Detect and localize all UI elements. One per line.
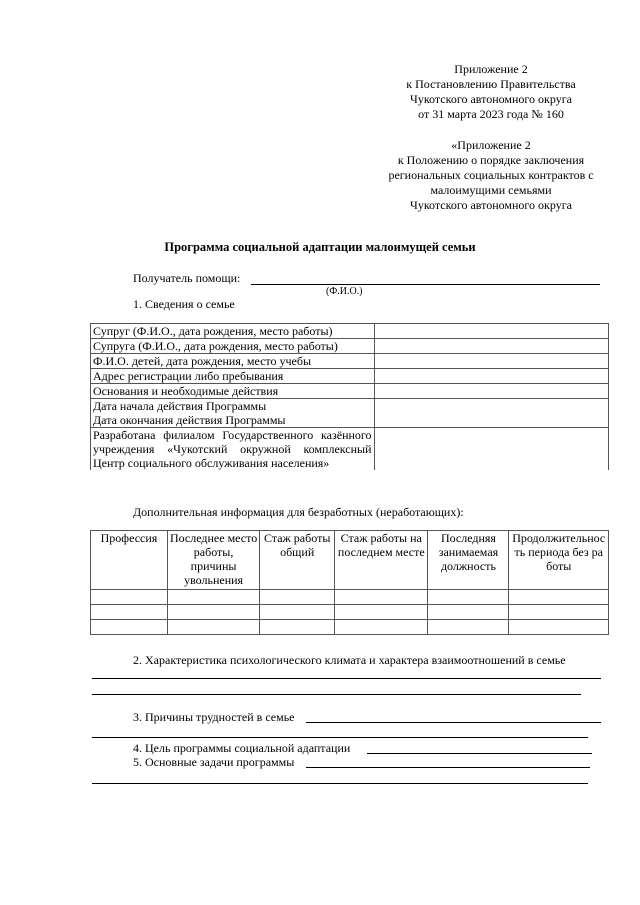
appendix-sub-line: малоимущими семьями [430,183,552,197]
family-row-value[interactable] [374,369,608,384]
column-header: Последнее место работы, причины увольнения [167,531,259,590]
family-row-label: Дата начала действия Программы [93,399,267,413]
appendix-sub-line: к Положению о порядке заключения [397,153,585,167]
recipient-input-line[interactable] [251,284,600,285]
table-header-row [91,531,609,590]
family-row-value[interactable] [374,339,608,354]
unemployed-caption: Дополнительная информация для безработных (неработающих): [133,505,464,519]
section-1-heading: 1. Сведения о семье [133,297,235,311]
table-row [91,605,609,620]
section-4-heading: 4. Цель программы социальной адаптации [133,741,351,755]
page-title: Программа социальной адаптации малоимущей семьи [164,240,476,254]
column-header: Стаж работы на последнем месте [335,531,428,590]
table-cell[interactable] [509,590,609,605]
appendix-sub-line: региональных социальных контрактов с [388,168,594,182]
section-2-line[interactable] [92,678,601,679]
family-row-label: Основания и необходимые действия [91,384,375,399]
appendix-header-line: Чукотского автономного округа [410,92,572,106]
family-info-table [90,323,609,470]
employment-table [90,530,609,635]
table-cell[interactable] [91,605,168,620]
table-cell[interactable] [428,605,509,620]
family-row-value[interactable] [374,324,608,339]
section-3-line[interactable] [92,737,588,738]
table-cell[interactable] [509,620,609,635]
table-cell[interactable] [260,605,335,620]
family-row-label: Разработана филиалом Государственного казённого учреждения «Чукотский окружной комплексный Центр социального обслуживания населения» [91,428,375,471]
family-row-value[interactable] [374,428,608,471]
table-row [91,590,609,605]
table-cell[interactable] [335,605,428,620]
table-row [91,324,609,339]
recipient-hint: (Ф.И.О.) [326,286,363,297]
table-row [91,339,609,354]
column-header: Последняя занимаемая должность [428,531,509,590]
appendix-sub-header [360,138,622,213]
family-row-label: Ф.И.О. детей, дата рождения, место учебы [91,354,375,369]
appendix-header [360,62,622,122]
section-5-line[interactable] [306,767,590,768]
section-4-line[interactable] [367,753,592,754]
appendix-header-line: Приложение 2 [454,62,528,76]
table-cell[interactable] [428,590,509,605]
family-row-label: Адрес регистрации либо пребывания [91,369,375,384]
table-cell[interactable] [167,590,259,605]
column-header: Стаж работы общий [260,531,335,590]
table-row [91,399,609,428]
table-cell[interactable] [509,605,609,620]
table-cell[interactable] [335,590,428,605]
table-cell[interactable] [91,620,168,635]
appendix-header-line: к Постановлению Правительства [406,77,576,91]
family-row-value[interactable] [374,354,608,369]
section-5-heading: 5. Основные задачи программы [133,755,295,769]
table-cell[interactable] [167,620,259,635]
column-header: Продолжительность периода без работы [509,531,609,590]
table-cell[interactable] [167,605,259,620]
family-row-label: Супруга (Ф.И.О., дата рождения, место работы) [91,339,375,354]
section-2-heading: 2. Характеристика психологического климата и характера взаимоотношений в семье [133,653,566,667]
table-row [91,369,609,384]
appendix-sub-line: Чукотского автономного округа [410,198,572,212]
table-cell[interactable] [335,620,428,635]
table-cell[interactable] [260,590,335,605]
table-cell[interactable] [428,620,509,635]
column-header: Профессия [91,531,168,590]
table-row [91,428,609,471]
table-cell[interactable] [260,620,335,635]
appendix-header-line: от 31 марта 2023 года № 160 [418,107,564,121]
family-row-label: Супруг (Ф.И.О., дата рождения, место работы) [91,324,375,339]
table-row [91,384,609,399]
table-cell[interactable] [91,590,168,605]
family-row-value[interactable] [374,399,608,428]
table-row [91,620,609,635]
appendix-sub-line: «Приложение 2 [451,138,531,152]
family-row-label: Дата окончания действия Программы [93,413,286,427]
section-3-heading: 3. Причины трудностей в семье [133,710,295,724]
section-5-line[interactable] [92,783,588,784]
family-row-value[interactable] [374,384,608,399]
family-row-dates [91,399,375,428]
recipient-label: Получатель помощи: [133,271,241,285]
table-row [91,354,609,369]
section-2-line[interactable] [92,694,581,695]
section-3-line[interactable] [306,722,601,723]
